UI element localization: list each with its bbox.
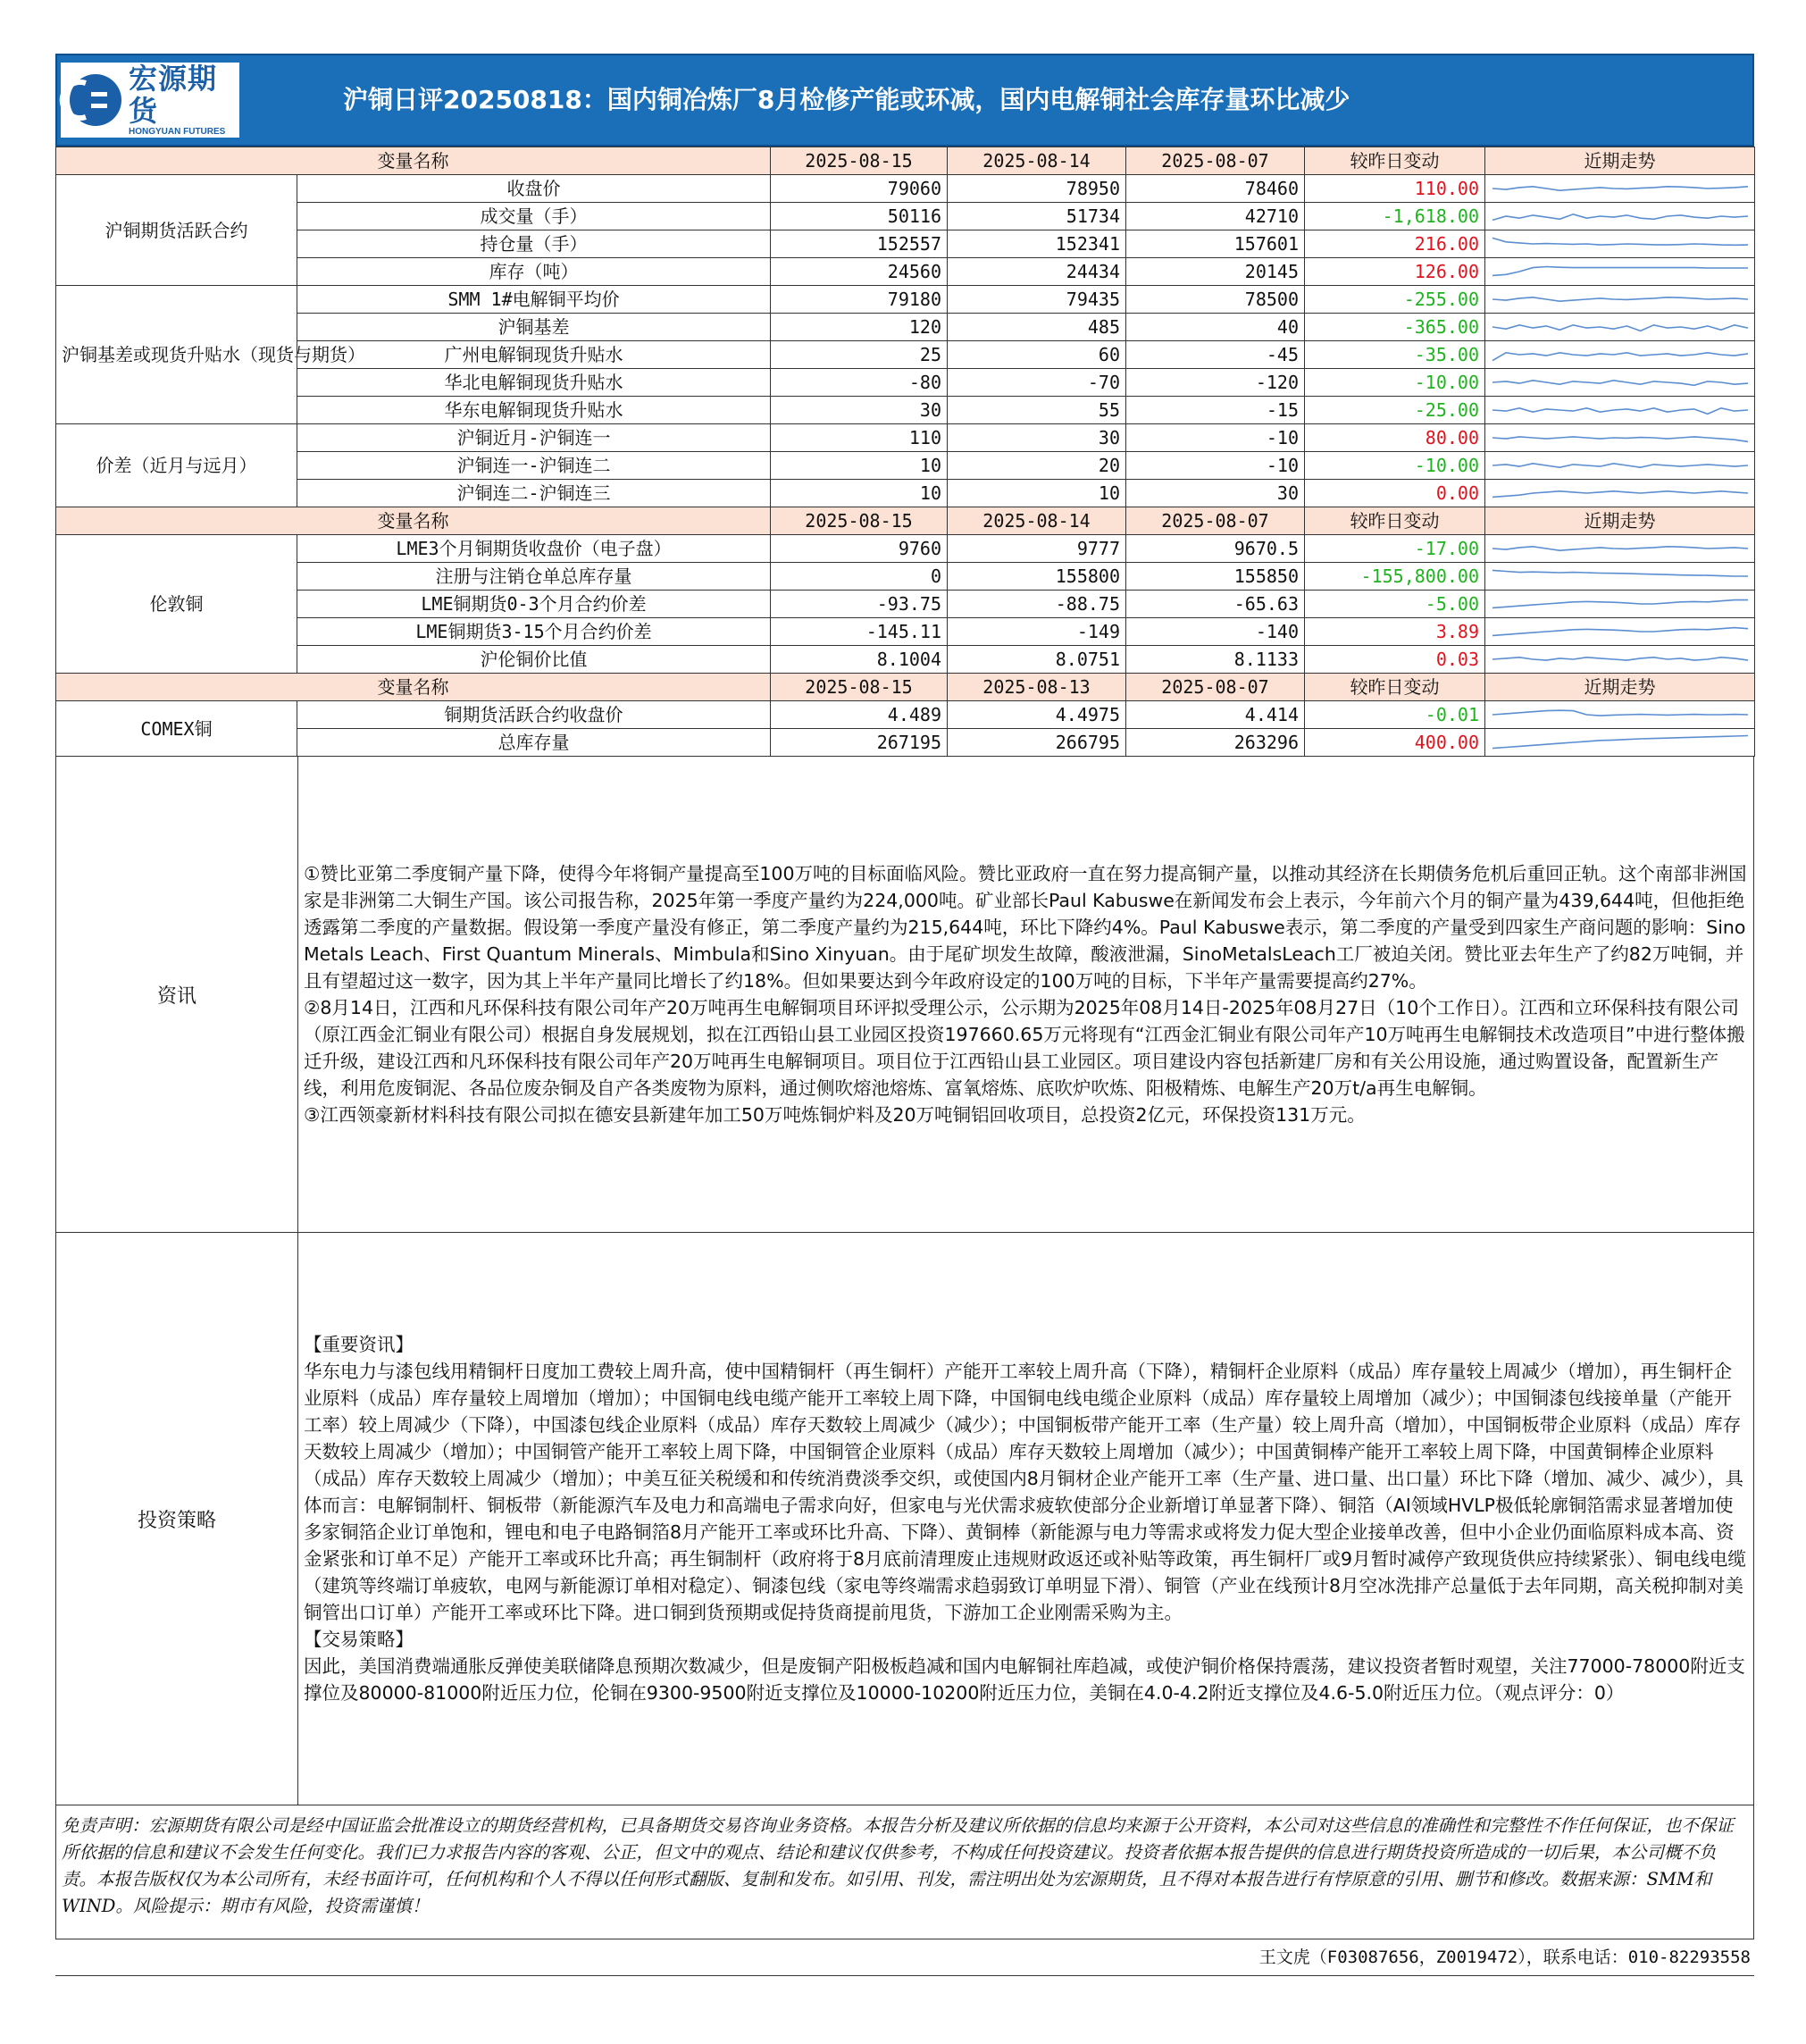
trend-sparkline [1485,646,1755,674]
value-date-2: 4.4975 [948,701,1126,729]
trend-sparkline [1485,203,1755,230]
sparkline-chart [1491,288,1750,311]
daily-change: 3.89 [1305,618,1485,646]
header-date-2: 2025-08-14 [948,507,1126,535]
daily-change: -0.01 [1305,701,1485,729]
sparkline-chart [1491,648,1750,671]
value-date-2: 30 [948,424,1126,452]
sparkline-chart [1491,398,1750,422]
header-trend: 近期走势 [1485,674,1755,701]
sparkline-chart [1491,537,1750,560]
strategy-heading-trade: 【交易策略】 [304,1629,414,1650]
value-date-3: 78460 [1126,175,1305,203]
value-date-2: 155800 [948,563,1126,591]
trend-sparkline [1485,286,1755,314]
value-date-1: 25 [771,341,948,369]
value-date-3: 20145 [1126,258,1305,286]
sparkline-line [1492,491,1748,498]
value-date-2: 266795 [948,729,1126,757]
sparkline-line [1492,381,1748,386]
trend-sparkline [1485,230,1755,258]
sparkline-line [1492,187,1748,190]
daily-change: -5.00 [1305,591,1485,618]
strategy-heading-news: 【重要资讯】 [304,1334,414,1355]
sparkline-chart [1491,371,1750,394]
sparkline-line [1492,658,1748,660]
table-row [56,175,1755,203]
sparkline-line [1492,570,1748,576]
header-date-1: 2025-08-15 [771,507,948,535]
table-row [56,563,1755,591]
strategy-label: 投资策略 [56,1233,298,1805]
sparkline-line [1492,353,1748,361]
trend-sparkline [1485,563,1755,591]
header-date-2: 2025-08-14 [948,147,1126,175]
header-date-2: 2025-08-13 [948,674,1126,701]
value-date-3: -140 [1126,618,1305,646]
sparkline-line [1492,547,1748,550]
table-row [56,618,1755,646]
value-date-1: -145.11 [771,618,948,646]
news-body [298,757,1753,1232]
sparkline-chart [1491,454,1750,477]
category-label: 沪铜期货活跃合约 [56,175,297,286]
sparkline-line [1492,267,1748,276]
daily-change: -1,618.00 [1305,203,1485,230]
table-row [56,424,1755,452]
header-date-1: 2025-08-15 [771,147,948,175]
table-row [56,230,1755,258]
variable-name: 沪铜近月-沪铜连一 [297,424,771,452]
variable-name: 华北电解铜现货升贴水 [297,369,771,397]
variable-name: SMM 1#电解铜平均价 [297,286,771,314]
value-date-2: 10 [948,480,1126,507]
category-label: 价差（近月与远月） [56,424,297,507]
daily-change: 0.03 [1305,646,1485,674]
daily-change: 0.00 [1305,480,1485,507]
sparkline-line [1492,408,1748,415]
value-date-3: 8.1133 [1126,646,1305,674]
value-date-2: 152341 [948,230,1126,258]
value-date-2: 8.0751 [948,646,1126,674]
table-row [56,397,1755,424]
trend-sparkline [1485,424,1755,452]
sparkline-line [1492,437,1748,442]
value-date-3: -10 [1126,424,1305,452]
report-sheet [55,54,1754,1976]
sparkline-chart [1491,482,1750,505]
header-change: 较昨日变动 [1305,507,1485,535]
header-date-3: 2025-08-07 [1126,507,1305,535]
trend-sparkline [1485,175,1755,203]
value-date-3: -45 [1126,341,1305,369]
trend-sparkline [1485,591,1755,618]
value-date-1: 79060 [771,175,948,203]
daily-change: 110.00 [1305,175,1485,203]
value-date-1: 267195 [771,729,948,757]
value-date-3: 157601 [1126,230,1305,258]
trend-sparkline [1485,452,1755,480]
analyst-contact: 王文虎（F03087656，Z0019472），联系电话：010-82293558 [55,1939,1754,1976]
header-trend: 近期走势 [1485,507,1755,535]
sparkline-line [1492,736,1748,749]
sparkline-line [1492,238,1748,245]
header-date-3: 2025-08-07 [1126,147,1305,175]
sparkline-chart [1491,620,1750,643]
header-variable-name: 变量名称 [56,507,771,535]
value-date-1: 8.1004 [771,646,948,674]
value-date-2: -70 [948,369,1126,397]
value-date-1: -80 [771,369,948,397]
value-date-1: 120 [771,314,948,341]
table-row [56,646,1755,674]
daily-change: -10.00 [1305,452,1485,480]
sparkline-chart [1491,260,1750,283]
strategy-news-text: 华东电力与漆包线用精铜杆日度加工费较上周升高，使中国精铜杆（再生铜杆）产能开工率较上周升高（下降），精铜杆企业原料（成品）库存量较上周减少（增加），再生铜杆企业原料（成品）库存量较上周增加（增加）；中国铜电线电缆产能开工率较上周下降，中国铜电线电缆企业原料（成品）库存量较上周增加（减少）；中国铜漆包线接单量（产能开工率）较上周减少（下降），中国漆包线企业原料（成品）库存天数较上周减少（减少）；中国铜板带产能开工率（生产量）较上周升高（增加），中国铜板带企业原料（成品）库存天数较上周减少（增加）；中国铜管产能开工率较上周下降，中国铜管企业原料（成品）库存天数较上周增加（减少）；中国黄铜棒产能开工率较上周下降，中国黄铜棒企业原料（成品）库存天数较上周减少（增加）；中美互征关税缓和和传统消费淡季交织，或使国内8月铜材企业产能开工率（生产量、进口量、出口量）环比下降（增加、减少、减少），具体而言：电解铜制杆、铜板带（新能源汽车及电力和高端电子需求向好，但家电与光伏需求疲软使部分企业新增订单显著下降）、铜箔（AI领域HVLP极低轮廓铜箔需求显著增加使多家铜箔企业订单饱和，锂电和电子电路铜箔8月产能开工率或环比升高、下降）、黄铜棒（新能源与电力等需求或将发力促大型企业接单改善，但中小企业仍面临原料成本高、资金紧张和订单不足）产能开工率或环比升高；再生铜制杆（政府将于8月底前清理废止违规财政返还或补贴等政策，再生铜杆厂或9月暂时减停产致现货供应持续紧张）、铜电线电缆（建筑等终端订单疲软，电网与新能源订单相对稳定）、铜漆包线（家电等终端需求趋弱致订单明显下滑）、铜管（产业在线预计8月空冰洗排产总量低于去年同期，高关税抑制对美铜管出口订单）产能开工率或环比下降。进口铜到货预期或促持货商提前甩货，下游加工企业刚需采购为主。 [304,1361,1746,1623]
trend-sparkline [1485,314,1755,341]
value-date-2: 485 [948,314,1126,341]
trend-sparkline [1485,480,1755,507]
news-item: ③江西领豪新材料科技有限公司拟在德安县新建年加工50万吨炼铜炉料及20万吨铜铝回收项目，总投资2亿元，环保投资131万元。 [304,1104,1366,1126]
logo-chinese-name: 宏源期货 [129,62,218,128]
trend-sparkline [1485,729,1755,757]
variable-name: 沪伦铜价比值 [297,646,771,674]
daily-change: 216.00 [1305,230,1485,258]
trend-sparkline [1485,397,1755,424]
news-item: ②8月14日，江西和凡环保科技有限公司年产20万吨再生电解铜项目环评拟受理公示，公示期为2025年08月14日-2025年08月27日（10个工作日）。江西和立环保科技有限公司（原江西金汇铜业有限公司）根据自身发展规划，拟在江西铅山县工业园区投资197660.65万元将现有“江西金汇铜业有限公司年产10万吨再生电解铜技术改造项目”中进行整体搬迁升级，建设江西和凡环保科技有限公司年产20万吨再生电解铜项目。项目位于江西铅山县工业园区。项目建设内容包括新建厂房和有关公用设施，通过购置设备，配置新生产线，利用危废铜泥、各品位废杂铜及自产各类废物为原料，通过侧吹熔池熔炼、富氧熔炼、底吹炉吹炼、阳极精炼、电解生产20万t/a再生电解铜。 [304,997,1745,1099]
value-date-3: -15 [1126,397,1305,424]
report-header [55,54,1754,147]
variable-name: 总库存量 [297,729,771,757]
table-row [56,480,1755,507]
value-date-3: 4.414 [1126,701,1305,729]
sparkline-chart [1491,177,1750,200]
category-label: 沪铜基差或现货升贴水（现货与期货） [56,286,297,424]
daily-change: -155,800.00 [1305,563,1485,591]
variable-name: 铜期货活跃合约收盘价 [297,701,771,729]
sparkline-line [1492,600,1748,608]
sparkline-line [1492,325,1748,331]
value-date-2: 9777 [948,535,1126,563]
news-item: ①赞比亚第二季度铜产量下降，使得今年将铜产量提高至100万吨的目标面临风险。赞比亚政府一直在努力提高铜产量，以推动其经济在长期债务危机后重回正轨。这个南部非洲国家是非洲第二大铜生产国。该公司报告称，2025年第一季度产量约为224,000吨。矿业部长Paul Kabuswe在新闻发布会上表示，今年前六个月的铜产量为439,644吨，但他拒绝透露第二季度的产量数据。假设第一季度产量没有修正，第二季度产量约为215,644吨，环比下降约4%。Paul Kabuswe表示，第二季度的产量受到四家生产商问题的影响：Sino Metals Leach、First Quantum Minerals、Mimbula和Sino Xinyuan。由于尾矿坝发生故障，酸液泄漏，SinoMetalsLeach工厂被迫关闭。赞比亚去年生产了约82万吨铜，并且有望超过这一数字，因为其上半年产量同比增长了约18%。但如果要达到今年政府设定的100万吨的目标，下半年产量需要提高约27%。 [304,863,1747,992]
value-date-2: -149 [948,618,1126,646]
sparkline-line [1492,710,1748,716]
hongyuan-logo-icon [68,72,123,128]
value-date-1: 4.489 [771,701,948,729]
value-date-2: 60 [948,341,1126,369]
variable-name: 持仓量（手） [297,230,771,258]
daily-change: 400.00 [1305,729,1485,757]
value-date-3: 40 [1126,314,1305,341]
daily-change: 126.00 [1305,258,1485,286]
sparkline-chart [1491,565,1750,588]
strategy-body [298,1233,1753,1805]
header-change: 较昨日变动 [1305,147,1485,175]
section-header-row [56,674,1755,701]
company-logo [61,63,239,138]
category-label: COMEX铜 [56,701,297,757]
value-date-3: -65.63 [1126,591,1305,618]
sparkline-line [1492,628,1748,636]
strategy-panel [55,1233,1754,1805]
value-date-3: 42710 [1126,203,1305,230]
value-date-1: 152557 [771,230,948,258]
value-date-1: 79180 [771,286,948,314]
trend-sparkline [1485,369,1755,397]
value-date-1: 110 [771,424,948,452]
value-date-1: 9760 [771,535,948,563]
value-date-3: 30 [1126,480,1305,507]
variable-name: 沪铜基差 [297,314,771,341]
value-date-2: 79435 [948,286,1126,314]
table-row [56,203,1755,230]
trend-sparkline [1485,618,1755,646]
trend-sparkline [1485,341,1755,369]
value-date-3: 9670.5 [1126,535,1305,563]
daily-change: -10.00 [1305,369,1485,397]
sparkline-chart [1491,592,1750,616]
variable-name: LME铜期货0-3个月合约价差 [297,591,771,618]
logo-english-name: HONGYUAN FUTURES [129,127,226,137]
header-change: 较昨日变动 [1305,674,1485,701]
daily-change: -365.00 [1305,314,1485,341]
report-title: 沪铜日评20250818：国内铜冶炼厂8月检修产能或环减，国内电解铜社会库存量环比减少 [343,85,1350,114]
table-row [56,258,1755,286]
daily-change: -255.00 [1305,286,1485,314]
header-variable-name: 变量名称 [56,147,771,175]
variable-name: 广州电解铜现货升贴水 [297,341,771,369]
sparkline-chart [1491,426,1750,449]
sparkline-chart [1491,731,1750,754]
sparkline-line [1492,214,1748,221]
category-label: 伦敦铜 [56,535,297,674]
daily-change: -25.00 [1305,397,1485,424]
sparkline-line [1492,297,1748,301]
value-date-1: 0 [771,563,948,591]
value-date-3: 155850 [1126,563,1305,591]
table-row [56,701,1755,729]
variable-name: 库存（吨） [297,258,771,286]
daily-change: -35.00 [1305,341,1485,369]
daily-change: 80.00 [1305,424,1485,452]
sparkline-chart [1491,205,1750,228]
header-trend: 近期走势 [1485,147,1755,175]
variable-name: LME3个月铜期货收盘价（电子盘） [297,535,771,563]
table-row [56,452,1755,480]
market-data-table [55,147,1755,757]
disclaimer-text: 免责声明：宏源期货有限公司是经中国证监会批准设立的期货经营机构，已具备期货交易咨询业务资格。本报告分析及建议所依据的信息均来源于公开资料，本公司对这些信息的准确性和完整性不作任何保证，也不保证所依据的信息和建议不会发生任何变化。我们已力求报告内容的客观、公正，但文中的观点、结论和建议仅供参考，不构成任何投资建议。投资者依据本报告提供的信息进行期货投资所造成的一切后果，本公司概不负责。本报告版权仅为本公司所有，未经书面许可，任何机构和个人不得以任何形式翻版、复制和发布。如引用、刊发，需注明出处为宏源期货，且不得对本报告进行有悖原意的引用、删节和修改。数据来源：SMM和WIND。风险提示：期市有风险，投资需谨慎！ [55,1805,1754,1939]
value-date-2: 55 [948,397,1126,424]
daily-change: -17.00 [1305,535,1485,563]
table-row [56,729,1755,757]
value-date-2: 51734 [948,203,1126,230]
trend-sparkline [1485,701,1755,729]
value-date-1: 10 [771,452,948,480]
news-panel [55,757,1754,1233]
value-date-3: 263296 [1126,729,1305,757]
section-header-row [56,147,1755,175]
section-header-row [56,507,1755,535]
strategy-trade-text: 因此，美国消费端通胀反弹使美联储降息预期次数减少，但是废铜产阳极板趋减和国内电解铜社库趋减，或使沪铜价格保持震荡，建议投资者暂时观望，关注77000-78000附近支撑位及80000-81000附近压力位，伦铜在9300-9500附近支撑位及10000-10200附近压力位，美铜在4.0-4.2附近支撑位及4.6-5.0附近压力位。（观点评分：0） [304,1655,1745,1704]
value-date-1: 24560 [771,258,948,286]
value-date-1: 50116 [771,203,948,230]
table-row [56,369,1755,397]
table-row [56,314,1755,341]
value-date-2: 20 [948,452,1126,480]
variable-name: 华东电解铜现货升贴水 [297,397,771,424]
value-date-3: 78500 [1126,286,1305,314]
variable-name: 沪铜连一-沪铜连二 [297,452,771,480]
news-label: 资讯 [56,757,298,1232]
value-date-3: -10 [1126,452,1305,480]
table-row [56,535,1755,563]
trend-sparkline [1485,258,1755,286]
header-date-1: 2025-08-15 [771,674,948,701]
value-date-1: 30 [771,397,948,424]
variable-name: LME铜期货3-15个月合约价差 [297,618,771,646]
value-date-2: 24434 [948,258,1126,286]
variable-name: 沪铜连二-沪铜连三 [297,480,771,507]
value-date-2: 78950 [948,175,1126,203]
value-date-3: -120 [1126,369,1305,397]
sparkline-chart [1491,703,1750,726]
variable-name: 收盘价 [297,175,771,203]
header-date-3: 2025-08-07 [1126,674,1305,701]
header-variable-name: 变量名称 [56,674,771,701]
sparkline-line [1492,464,1748,467]
table-row [56,286,1755,314]
trend-sparkline [1485,535,1755,563]
variable-name: 注册与注销仓单总库存量 [297,563,771,591]
sparkline-chart [1491,315,1750,339]
variable-name: 成交量（手） [297,203,771,230]
table-row [56,591,1755,618]
sparkline-chart [1491,232,1750,256]
value-date-1: -93.75 [771,591,948,618]
value-date-2: -88.75 [948,591,1126,618]
sparkline-chart [1491,343,1750,366]
value-date-1: 10 [771,480,948,507]
